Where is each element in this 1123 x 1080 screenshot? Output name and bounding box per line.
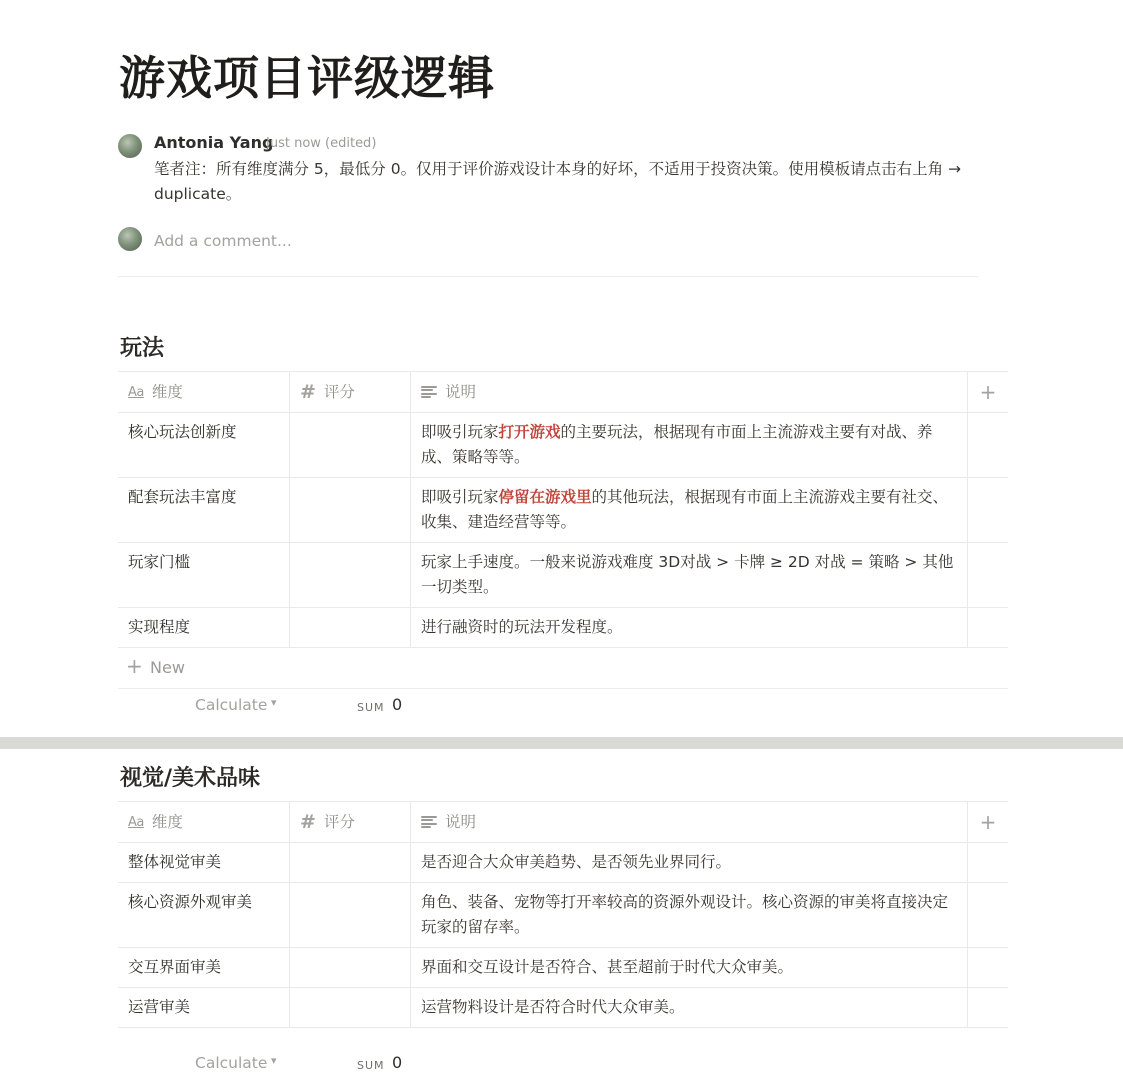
sum-value: 0 bbox=[392, 695, 403, 714]
row-spacer bbox=[968, 988, 1008, 1027]
column-header-label: 维度 bbox=[151, 382, 183, 401]
row-score[interactable] bbox=[290, 413, 411, 477]
page-title: 游戏项目评级逻辑 bbox=[119, 51, 495, 105]
row-name[interactable]: 核心玩法创新度 bbox=[118, 413, 290, 477]
row-spacer bbox=[968, 843, 1008, 882]
table-row[interactable] bbox=[118, 987, 1008, 1028]
description-text: 即吸引玩家 bbox=[421, 488, 499, 506]
row-description[interactable] bbox=[411, 478, 968, 542]
row-spacer bbox=[968, 608, 1008, 647]
sum-value: 0 bbox=[392, 1053, 403, 1072]
sum-label: SUM bbox=[357, 1059, 385, 1072]
bottom-screenshot-panel bbox=[0, 749, 1123, 1080]
row-description[interactable] bbox=[411, 543, 968, 607]
section-heading-gameplay: 玩法 bbox=[120, 336, 165, 361]
comment-author[interactable]: Antonia Yang bbox=[154, 133, 274, 152]
row-description[interactable] bbox=[411, 608, 968, 647]
comment-timestamp: Just now (edited) bbox=[266, 136, 377, 151]
hash-icon: # bbox=[300, 810, 316, 833]
column-header-label: 评分 bbox=[323, 382, 355, 401]
table-row[interactable] bbox=[118, 412, 1008, 477]
description-text: 进行融资时的玩法开发程度。 bbox=[421, 618, 623, 636]
table-row[interactable] bbox=[118, 607, 1008, 648]
table-header bbox=[118, 801, 1008, 842]
description-text: 的其他玩法，根据现有市面上主流游戏主要有社交、收集、建造经营等等。 bbox=[421, 488, 949, 531]
calculate-button[interactable]: Calculate bbox=[195, 696, 268, 714]
row-description[interactable] bbox=[411, 413, 968, 477]
description-text: 即吸引玩家 bbox=[421, 423, 499, 441]
plus-icon: + bbox=[979, 809, 997, 834]
add-column-button[interactable] bbox=[968, 802, 1008, 842]
plus-icon: + bbox=[979, 379, 997, 404]
description-highlight: 停留在游戏里 bbox=[498, 488, 592, 506]
calculate-row bbox=[118, 692, 1008, 722]
table-header bbox=[118, 371, 1008, 412]
table-row[interactable] bbox=[118, 947, 1008, 987]
avatar[interactable] bbox=[118, 134, 142, 158]
row-score[interactable] bbox=[290, 843, 411, 882]
column-header-score[interactable] bbox=[290, 802, 411, 842]
visual-table bbox=[118, 801, 1008, 1028]
row-name[interactable]: 整体视觉审美 bbox=[118, 843, 290, 882]
row-spacer bbox=[968, 948, 1008, 987]
chevron-down-icon[interactable]: ▾ bbox=[271, 696, 277, 709]
table-row[interactable] bbox=[118, 882, 1008, 947]
row-name[interactable]: 核心资源外观审美 bbox=[118, 883, 290, 947]
column-header-name[interactable] bbox=[118, 372, 290, 412]
row-score[interactable] bbox=[290, 478, 411, 542]
column-header-name[interactable] bbox=[118, 802, 290, 842]
column-header-score[interactable] bbox=[290, 372, 411, 412]
sum-label: SUM bbox=[357, 701, 385, 714]
new-row-label: New bbox=[150, 658, 185, 677]
row-score[interactable] bbox=[290, 608, 411, 647]
row-score[interactable] bbox=[290, 543, 411, 607]
description-text: 玩家上手速度。一般来说游戏难度 3D对战 > 卡牌 ≥ 2D 对战 = 策略 > 其他一切类型。 bbox=[421, 553, 954, 596]
row-name[interactable]: 运营审美 bbox=[118, 988, 290, 1027]
row-score[interactable] bbox=[290, 988, 411, 1027]
row-spacer bbox=[968, 883, 1008, 947]
table-row[interactable] bbox=[118, 477, 1008, 542]
add-comment-input[interactable] bbox=[154, 229, 654, 253]
row-description[interactable]: 界面和交互设计是否符合、甚至超前于时代大众审美。 bbox=[411, 948, 968, 987]
comment-divider bbox=[118, 276, 978, 277]
gameplay-table bbox=[118, 371, 1008, 689]
column-header-label: 评分 bbox=[323, 812, 355, 831]
row-spacer bbox=[968, 478, 1008, 542]
row-description[interactable]: 运营物料设计是否符合时代大众审美。 bbox=[411, 988, 968, 1027]
table-row[interactable] bbox=[118, 842, 1008, 882]
column-header-description[interactable] bbox=[411, 802, 968, 842]
screenshot-divider bbox=[0, 737, 1123, 749]
row-spacer bbox=[968, 413, 1008, 477]
avatar bbox=[118, 227, 142, 251]
add-comment bbox=[118, 227, 978, 257]
row-name[interactable]: 配套玩法丰富度 bbox=[118, 478, 290, 542]
new-row-button[interactable] bbox=[118, 648, 1008, 689]
comment-body: 笔者注：所有维度满分 5，最低分 0。仅用于评价游戏设计本身的好坏，不适用于投资决策。使用模板请点击右上角 → duplicate。 bbox=[154, 160, 961, 203]
chevron-down-icon[interactable]: ▾ bbox=[271, 1054, 277, 1067]
column-header-description[interactable] bbox=[411, 372, 968, 412]
description-highlight: 打开游戏 bbox=[498, 423, 561, 441]
plus-icon: + bbox=[126, 654, 143, 678]
text-aa-icon: Aa bbox=[128, 384, 144, 400]
hash-icon: # bbox=[300, 380, 316, 403]
calculate-button[interactable]: Calculate bbox=[195, 1054, 268, 1072]
column-header-label: 说明 bbox=[445, 382, 477, 401]
column-header-label: 说明 bbox=[445, 812, 477, 831]
row-description[interactable]: 角色、装备、宠物等打开率较高的资源外观设计。核心资源的审美将直接决定玩家的留存率。 bbox=[411, 883, 968, 947]
section-heading-visual: 视觉/美术品味 bbox=[120, 766, 261, 791]
table-row[interactable] bbox=[118, 542, 1008, 607]
row-name[interactable]: 交互界面审美 bbox=[118, 948, 290, 987]
row-score[interactable] bbox=[290, 883, 411, 947]
add-column-button[interactable] bbox=[968, 372, 1008, 412]
column-header-label: 维度 bbox=[151, 812, 183, 831]
row-name[interactable]: 玩家门槛 bbox=[118, 543, 290, 607]
calculate-row bbox=[118, 1050, 1008, 1080]
row-score[interactable] bbox=[290, 948, 411, 987]
lines-icon bbox=[421, 386, 437, 398]
lines-icon bbox=[421, 816, 437, 828]
text-aa-icon: Aa bbox=[128, 814, 144, 830]
description-text: 的主要玩法，根据现有市面上主流游戏主要有对战、养成、策略等等。 bbox=[421, 423, 933, 466]
row-spacer bbox=[968, 543, 1008, 607]
row-description[interactable]: 是否迎合大众审美趋势、是否领先业界同行。 bbox=[411, 843, 968, 882]
row-name[interactable]: 实现程度 bbox=[118, 608, 290, 647]
